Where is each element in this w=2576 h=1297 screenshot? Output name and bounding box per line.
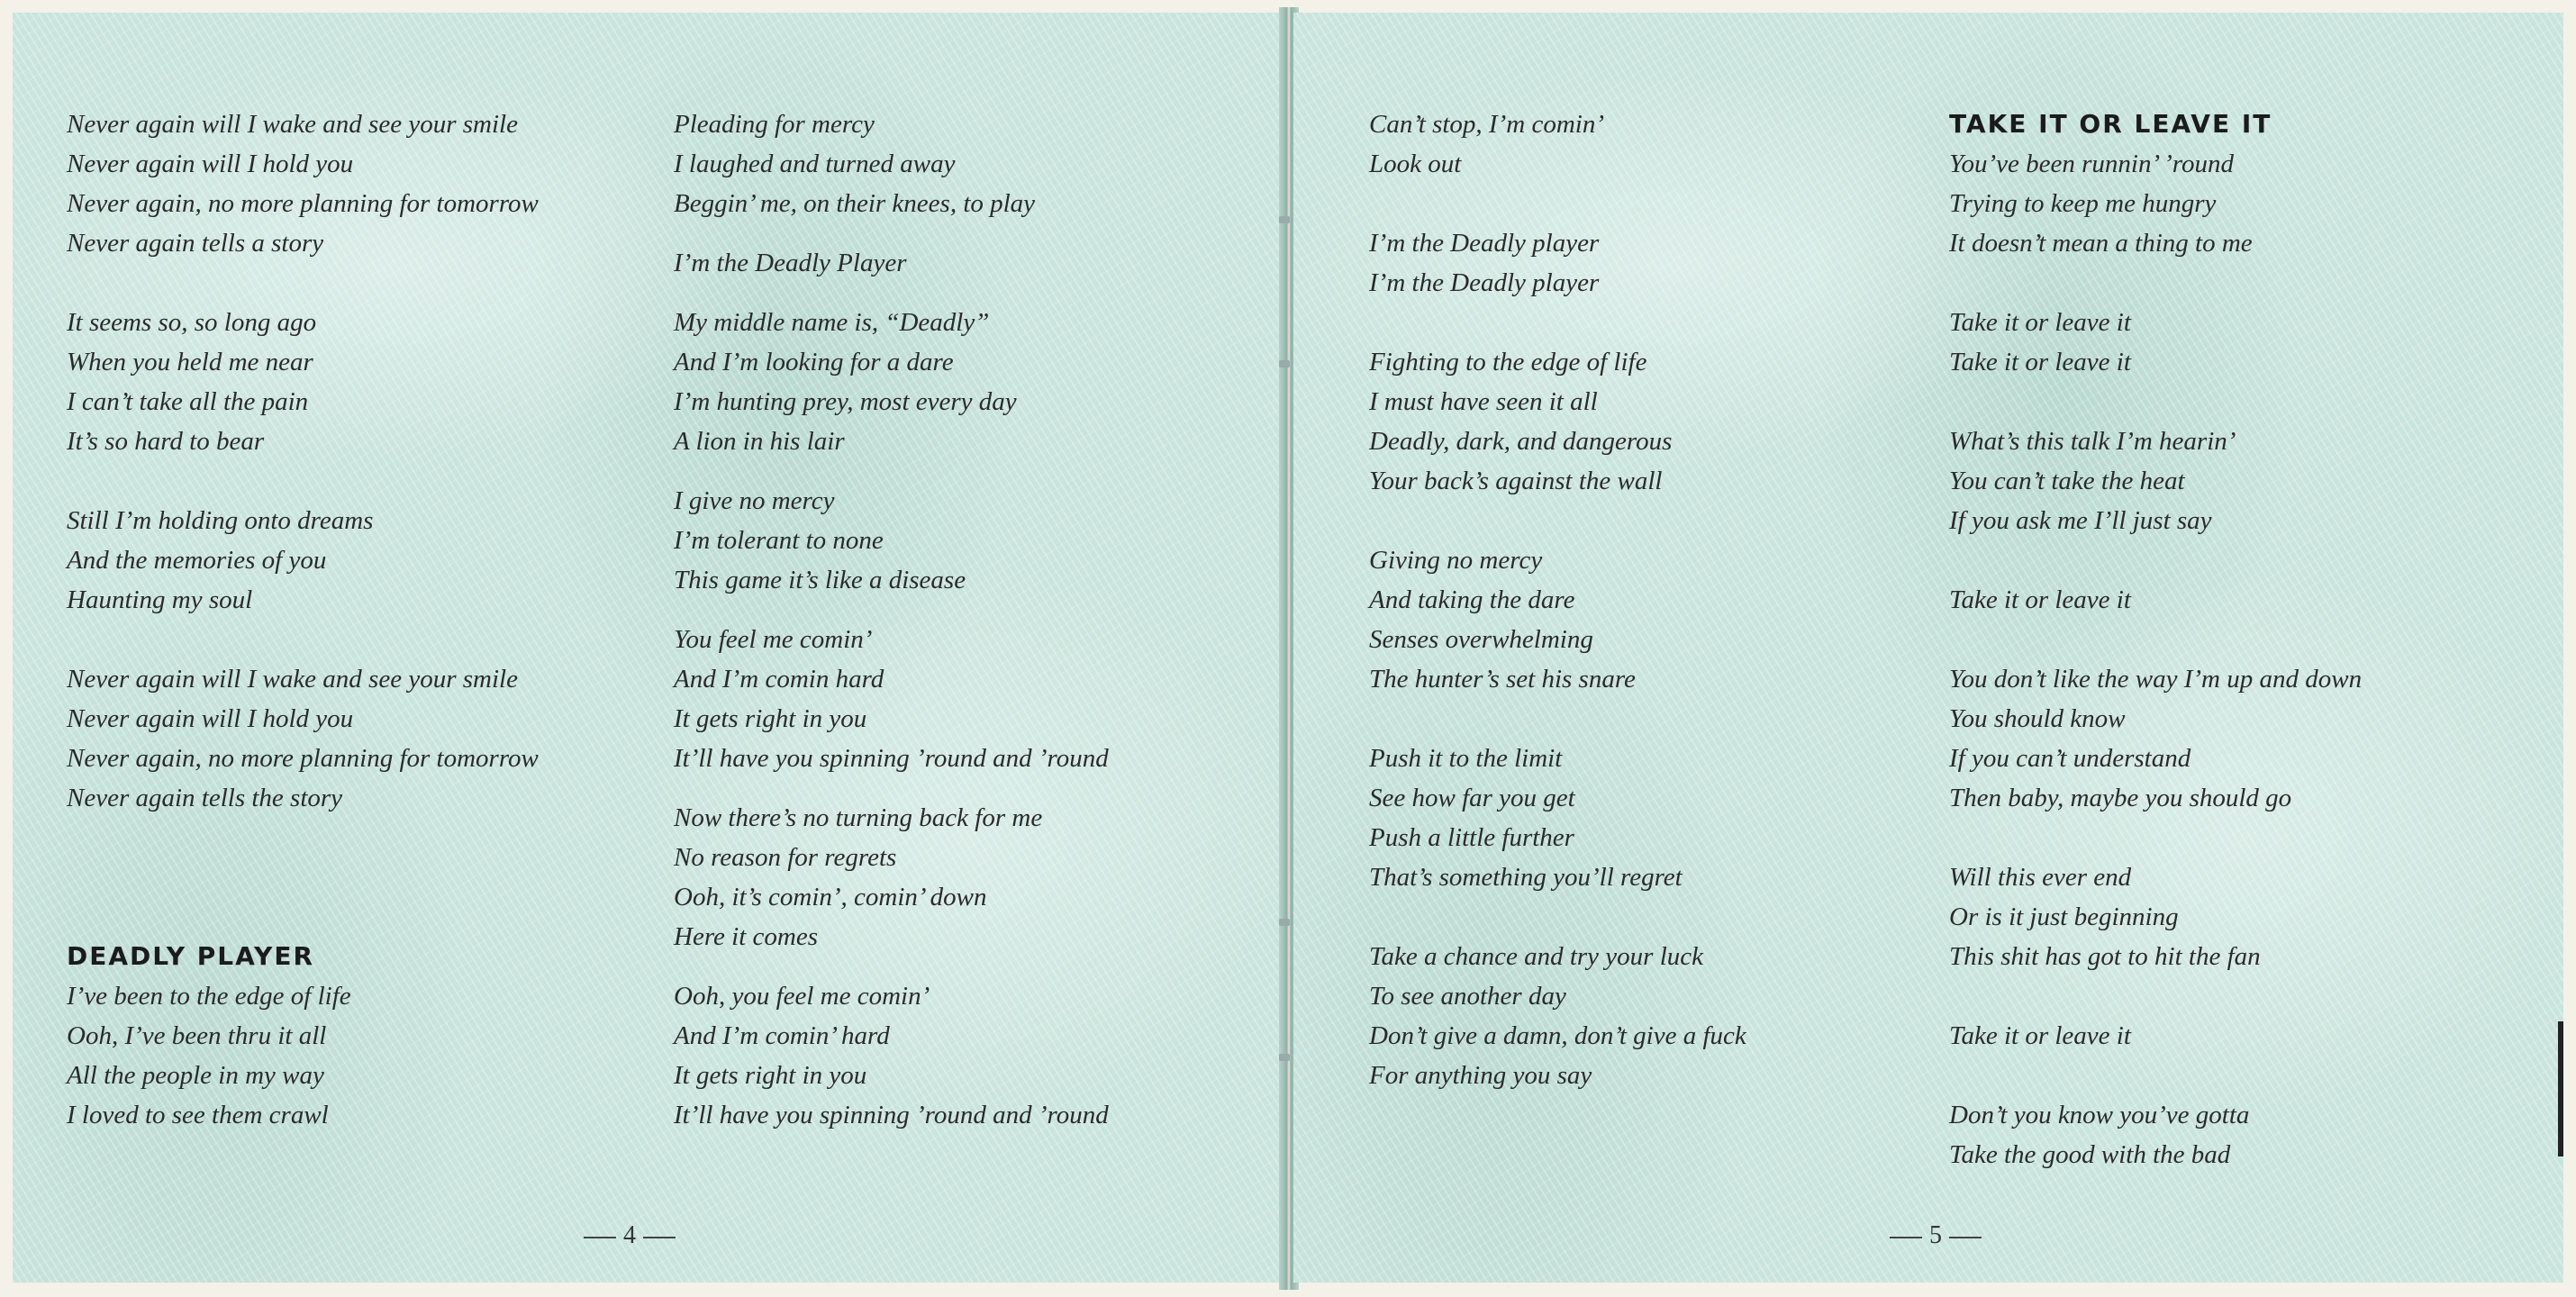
lyric-line: Never again, no more planning for tomorrow [67, 189, 539, 218]
lyric-line: I’m the Deadly player [1369, 229, 1600, 258]
lyric-line: Beggin’ me, on their knees, to play [674, 189, 1036, 218]
lyric-line: Never again will I wake and see your smile [67, 110, 518, 139]
lyric-line: This shit has got to hit the fan [1949, 942, 2261, 971]
lyric-line: And I’m looking for a dare [674, 348, 954, 376]
lyric-line: I can’t take all the pain [67, 387, 309, 416]
lyric-line: Never again tells a story [67, 229, 324, 258]
lyric-line: To see another day [1369, 982, 1566, 1011]
lyric-line: That’s something you’ll regret [1369, 863, 1683, 892]
lyric-line: Ooh, I’ve been thru it all [67, 1021, 327, 1050]
left-page [13, 13, 1284, 1283]
lyric-line: Push a little further [1369, 823, 1574, 852]
lyric-line: And I’m comin hard [674, 665, 884, 694]
lyric-line: Deadly, dark, and dangerous [1369, 427, 1673, 456]
page-edge-mark [2558, 1021, 2563, 1156]
lyric-line: You can’t take the heat [1949, 467, 2185, 495]
lyric-line: Your back’s against the wall [1369, 467, 1663, 495]
lyric-line: And I’m comin’ hard [674, 1021, 890, 1050]
lyric-line: Will this ever end [1949, 863, 2132, 892]
staple [1279, 360, 1290, 367]
lyric-line: Never again will I wake and see your smile [67, 665, 518, 694]
lyric-line: Giving no mercy [1369, 546, 1543, 575]
lyric-line: Take it or leave it [1949, 308, 2131, 337]
lyric-line: Still I’m holding onto dreams [67, 506, 374, 535]
lyric-line: Don’t give a damn, don’t give a fuck [1369, 1021, 1746, 1050]
lyric-line: You’ve been runnin’ ’round [1949, 150, 2235, 178]
lyrics-column-2 [674, 104, 1268, 1135]
lyric-line: Trying to keep me hungry [1949, 189, 2217, 218]
lyric-line: You don’t like the way I’m up and down [1949, 665, 2363, 694]
lyrics-column-4 [1949, 104, 2544, 1175]
lyric-line: I’ve been to the edge of life [67, 982, 351, 1011]
page-number-right: 5 [1882, 1221, 1989, 1250]
lyric-line: Take it or leave it [1949, 348, 2131, 376]
lyric-line: Senses overwhelming [1369, 625, 1593, 654]
lyric-line: I laughed and turned away [674, 150, 956, 178]
lyric-line: Fighting to the edge of life [1369, 348, 1647, 376]
lyric-line: Can’t stop, I’m comin’ [1369, 110, 1604, 139]
lyric-line: See how far you get [1369, 784, 1575, 812]
lyric-line: It gets right in you [674, 1061, 867, 1090]
right-page [1293, 13, 2563, 1283]
lyric-line: This game it’s like a disease [674, 566, 966, 594]
lyric-line: My middle name is, “Deadly” [674, 308, 990, 337]
lyric-line: I’m hunting prey, most every day [674, 387, 1017, 416]
lyric-line: Then baby, maybe you should go [1949, 784, 2292, 812]
lyrics-column-1 [67, 104, 661, 1135]
lyric-line: I’m the Deadly Player [674, 249, 907, 277]
lyric-line: Or is it just beginning [1949, 902, 2179, 931]
lyric-line: Never again will I hold you [67, 704, 354, 733]
lyric-line: The hunter’s set his snare [1369, 665, 1636, 694]
page-number-left: 4 [576, 1221, 683, 1250]
song-title: DEADLY PLAYER [67, 941, 315, 971]
lyric-line: If you can’t understand [1949, 744, 2191, 773]
lyric-line: You should know [1949, 704, 2126, 733]
lyric-line: Ooh, it’s comin’, comin’ down [674, 883, 987, 912]
lyric-line: And taking the dare [1369, 585, 1575, 614]
lyric-line: Pleading for mercy [674, 110, 875, 139]
lyric-line: Haunting my soul [67, 585, 253, 614]
song-title: TAKE IT OR LEAVE IT [1949, 109, 2272, 139]
lyric-line: Ooh, you feel me comin’ [674, 982, 930, 1011]
lyric-line: All the people in my way [67, 1061, 324, 1090]
lyric-line: Don’t you know you’ve gotta [1949, 1101, 2250, 1129]
staple [1279, 1054, 1290, 1061]
lyric-line: I loved to see them crawl [67, 1101, 329, 1129]
lyric-line: Here it comes [674, 922, 818, 951]
lyric-line: If you ask me I’ll just say [1949, 506, 2212, 535]
lyric-line: Never again will I hold you [67, 150, 354, 178]
lyric-line: You feel me comin’ [674, 625, 873, 654]
staple [1279, 919, 1290, 926]
lyric-line: And the memories of you [67, 546, 327, 575]
staple [1279, 216, 1290, 223]
lyric-line: It’ll have you spinning ’round and ’round [674, 1101, 1109, 1129]
lyric-line: Now there’s no turning back for me [674, 803, 1043, 832]
lyric-line: Never again tells the story [67, 784, 343, 812]
lyric-line: What’s this talk I’m hearin’ [1949, 427, 2236, 456]
lyric-line: Never again, no more planning for tomorrow [67, 744, 539, 773]
lyric-line: Take the good with the bad [1949, 1140, 2231, 1169]
lyric-line: It seems so, so long ago [67, 308, 317, 337]
lyric-line: For anything you say [1369, 1061, 1592, 1090]
lyric-line: I’m tolerant to none [674, 526, 884, 555]
lyric-line: It doesn’t mean a thing to me [1949, 229, 2253, 258]
lyric-line: Take a chance and try your luck [1369, 942, 1703, 971]
lyric-line: I’m the Deadly player [1369, 268, 1600, 297]
lyric-line: I must have seen it all [1369, 387, 1598, 416]
lyric-line: No reason for regrets [674, 843, 897, 872]
lyric-line: It gets right in you [674, 704, 867, 733]
lyric-line: Push it to the limit [1369, 744, 1563, 773]
lyric-line: It’ll have you spinning ’round and ’round [674, 744, 1109, 773]
lyric-line: When you held me near [67, 348, 313, 376]
lyric-line: Take it or leave it [1949, 585, 2131, 614]
lyric-line: It’s so hard to bear [67, 427, 265, 456]
lyric-line: A lion in his lair [674, 427, 845, 456]
lyric-line: Look out [1369, 150, 1462, 178]
lyric-line: Take it or leave it [1949, 1021, 2131, 1050]
lyrics-column-3 [1369, 104, 1927, 1095]
lyric-line: I give no mercy [674, 486, 835, 515]
